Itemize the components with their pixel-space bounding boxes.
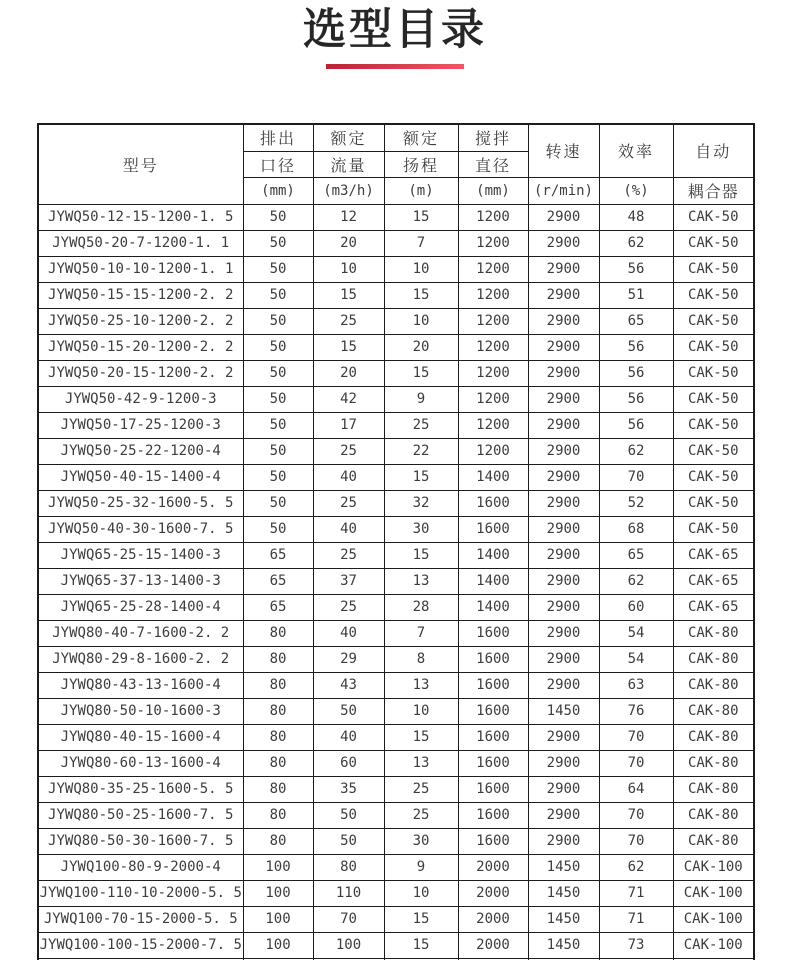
value-cell: 56: [599, 360, 673, 386]
model-cell: JYWQ80-35-25-1600-5. 5: [38, 776, 243, 802]
value-cell: 10: [384, 256, 458, 282]
value-cell: 56: [599, 412, 673, 438]
value-cell: 65: [243, 568, 313, 594]
value-cell: CAK-100: [673, 906, 754, 932]
value-cell: 2900: [528, 568, 599, 594]
value-cell: 13: [384, 672, 458, 698]
value-cell: CAK-50: [673, 516, 754, 542]
value-cell: 15: [384, 464, 458, 490]
value-cell: 51: [599, 282, 673, 308]
table-row: [38, 412, 754, 438]
value-cell: 70: [599, 724, 673, 750]
header-mix-unit: (mm): [458, 177, 528, 204]
value-cell: 1400: [458, 568, 528, 594]
table-row: [38, 672, 754, 698]
header-flow-line1: 额定: [313, 124, 384, 151]
value-cell: 2900: [528, 386, 599, 412]
model-cell: JYWQ50-12-15-1200-1. 5: [38, 204, 243, 230]
title-section: [0, 0, 790, 69]
model-cell: JYWQ80-60-13-1600-4: [38, 750, 243, 776]
value-cell: 9: [384, 386, 458, 412]
value-cell: 29: [313, 646, 384, 672]
header-efficiency: 效率: [599, 124, 673, 177]
value-cell: 1450: [528, 906, 599, 932]
table-row: [38, 932, 754, 958]
table-row: [38, 542, 754, 568]
value-cell: 17: [313, 412, 384, 438]
value-cell: 50: [243, 282, 313, 308]
model-cell: JYWQ100-80-9-2000-4: [38, 854, 243, 880]
value-cell: 2900: [528, 230, 599, 256]
value-cell: 80: [243, 646, 313, 672]
value-cell: 70: [313, 906, 384, 932]
value-cell: CAK-80: [673, 802, 754, 828]
value-cell: 1200: [458, 204, 528, 230]
value-cell: 50: [243, 230, 313, 256]
value-cell: 2900: [528, 412, 599, 438]
table-row: [38, 490, 754, 516]
value-cell: 20: [313, 230, 384, 256]
header-mix-line2: 直径: [458, 151, 528, 177]
value-cell: 15: [384, 360, 458, 386]
value-cell: 1600: [458, 490, 528, 516]
value-cell: 65: [243, 594, 313, 620]
value-cell: 50: [243, 308, 313, 334]
header-flow-unit: (m3/h): [313, 177, 384, 204]
value-cell: 43: [313, 672, 384, 698]
value-cell: 28: [384, 594, 458, 620]
value-cell: 80: [243, 620, 313, 646]
value-cell: CAK-50: [673, 256, 754, 282]
value-cell: 15: [384, 724, 458, 750]
header-coupler-line1: 自动: [673, 124, 754, 177]
model-cell: JYWQ100-70-15-2000-5. 5: [38, 906, 243, 932]
value-cell: CAK-50: [673, 360, 754, 386]
value-cell: 100: [243, 906, 313, 932]
value-cell: 15: [384, 282, 458, 308]
value-cell: 1450: [528, 932, 599, 958]
model-cell: JYWQ50-25-10-1200-2. 2: [38, 308, 243, 334]
table-row: [38, 828, 754, 854]
value-cell: 70: [599, 750, 673, 776]
value-cell: 32: [384, 490, 458, 516]
table-row: [38, 776, 754, 802]
value-cell: CAK-50: [673, 412, 754, 438]
value-cell: 60: [599, 594, 673, 620]
header-head-line1: 额定: [384, 124, 458, 151]
value-cell: 100: [243, 880, 313, 906]
value-cell: 80: [243, 828, 313, 854]
value-cell: 52: [599, 490, 673, 516]
value-cell: CAK-50: [673, 230, 754, 256]
table-row: [38, 438, 754, 464]
value-cell: 80: [243, 776, 313, 802]
value-cell: 1200: [458, 256, 528, 282]
value-cell: 65: [599, 308, 673, 334]
table-row: [38, 568, 754, 594]
value-cell: 2900: [528, 282, 599, 308]
value-cell: 2900: [528, 464, 599, 490]
value-cell: 80: [243, 750, 313, 776]
value-cell: 25: [384, 776, 458, 802]
table-row: [38, 802, 754, 828]
value-cell: 50: [243, 334, 313, 360]
value-cell: 1600: [458, 620, 528, 646]
value-cell: 25: [313, 438, 384, 464]
value-cell: 35: [313, 776, 384, 802]
value-cell: 15: [384, 542, 458, 568]
value-cell: 2900: [528, 672, 599, 698]
model-cell: JYWQ65-25-15-1400-3: [38, 542, 243, 568]
header-flow-line2: 流量: [313, 151, 384, 177]
model-cell: JYWQ65-37-13-1400-3: [38, 568, 243, 594]
value-cell: 15: [313, 282, 384, 308]
value-cell: CAK-65: [673, 542, 754, 568]
value-cell: 25: [313, 308, 384, 334]
value-cell: CAK-80: [673, 828, 754, 854]
value-cell: 15: [384, 932, 458, 958]
value-cell: CAK-100: [673, 854, 754, 880]
model-cell: JYWQ80-40-15-1600-4: [38, 724, 243, 750]
header-outlet-line1: 排出: [243, 124, 313, 151]
value-cell: 2000: [458, 854, 528, 880]
value-cell: 50: [243, 386, 313, 412]
value-cell: 1600: [458, 646, 528, 672]
value-cell: 10: [384, 698, 458, 724]
model-cell: JYWQ50-15-15-1200-2. 2: [38, 282, 243, 308]
value-cell: 1600: [458, 828, 528, 854]
value-cell: 42: [313, 386, 384, 412]
model-cell: JYWQ80-50-30-1600-7. 5: [38, 828, 243, 854]
value-cell: 50: [243, 490, 313, 516]
value-cell: 54: [599, 646, 673, 672]
value-cell: 25: [384, 412, 458, 438]
value-cell: 1600: [458, 750, 528, 776]
value-cell: 1600: [458, 776, 528, 802]
value-cell: 2900: [528, 334, 599, 360]
value-cell: 1400: [458, 542, 528, 568]
value-cell: 15: [384, 906, 458, 932]
value-cell: 100: [313, 932, 384, 958]
value-cell: 37: [313, 568, 384, 594]
value-cell: 2000: [458, 906, 528, 932]
value-cell: 80: [243, 724, 313, 750]
table-row: [38, 854, 754, 880]
value-cell: 1200: [458, 308, 528, 334]
model-cell: JYWQ100-100-15-2000-7. 5: [38, 932, 243, 958]
value-cell: 2900: [528, 308, 599, 334]
value-cell: 9: [384, 854, 458, 880]
value-cell: 80: [243, 802, 313, 828]
value-cell: 1600: [458, 724, 528, 750]
value-cell: 22: [384, 438, 458, 464]
model-cell: JYWQ50-40-30-1600-7. 5: [38, 516, 243, 542]
value-cell: 20: [384, 334, 458, 360]
value-cell: 2000: [458, 932, 528, 958]
value-cell: 1200: [458, 230, 528, 256]
selection-table: [37, 123, 755, 960]
value-cell: 2900: [528, 646, 599, 672]
value-cell: 25: [313, 542, 384, 568]
value-cell: 50: [313, 828, 384, 854]
table-row: [38, 906, 754, 932]
value-cell: CAK-50: [673, 464, 754, 490]
value-cell: 80: [243, 672, 313, 698]
value-cell: 50: [243, 360, 313, 386]
value-cell: 56: [599, 386, 673, 412]
value-cell: 2000: [458, 880, 528, 906]
value-cell: 2900: [528, 542, 599, 568]
value-cell: 2900: [528, 620, 599, 646]
value-cell: 10: [313, 256, 384, 282]
table-row: [38, 516, 754, 542]
value-cell: 25: [313, 490, 384, 516]
value-cell: 1450: [528, 698, 599, 724]
value-cell: CAK-100: [673, 880, 754, 906]
model-cell: JYWQ80-43-13-1600-4: [38, 672, 243, 698]
value-cell: 50: [313, 698, 384, 724]
value-cell: 50: [243, 516, 313, 542]
table-row: [38, 256, 754, 282]
header-mix-line1: 搅拌: [458, 124, 528, 151]
model-cell: JYWQ100-110-10-2000-5. 5: [38, 880, 243, 906]
value-cell: 2900: [528, 594, 599, 620]
value-cell: 62: [599, 568, 673, 594]
value-cell: 50: [243, 204, 313, 230]
value-cell: 1200: [458, 334, 528, 360]
value-cell: CAK-50: [673, 204, 754, 230]
value-cell: CAK-50: [673, 334, 754, 360]
value-cell: 1200: [458, 282, 528, 308]
model-cell: JYWQ80-50-10-1600-3: [38, 698, 243, 724]
value-cell: 76: [599, 698, 673, 724]
table-row: [38, 308, 754, 334]
value-cell: 80: [243, 698, 313, 724]
value-cell: 1600: [458, 698, 528, 724]
value-cell: 100: [243, 932, 313, 958]
title-underline-accent: [326, 64, 464, 69]
value-cell: CAK-80: [673, 646, 754, 672]
value-cell: 65: [243, 542, 313, 568]
table-row: [38, 620, 754, 646]
model-cell: JYWQ50-20-15-1200-2. 2: [38, 360, 243, 386]
value-cell: 62: [599, 854, 673, 880]
model-cell: JYWQ50-40-15-1400-4: [38, 464, 243, 490]
value-cell: 15: [384, 204, 458, 230]
value-cell: 71: [599, 880, 673, 906]
value-cell: 70: [599, 802, 673, 828]
value-cell: 20: [313, 360, 384, 386]
value-cell: CAK-50: [673, 308, 754, 334]
value-cell: 1400: [458, 464, 528, 490]
model-cell: JYWQ50-20-7-1200-1. 1: [38, 230, 243, 256]
value-cell: 2900: [528, 802, 599, 828]
header-head-unit: (m): [384, 177, 458, 204]
value-cell: 25: [313, 594, 384, 620]
table-row: [38, 464, 754, 490]
table-row: [38, 230, 754, 256]
value-cell: 1400: [458, 594, 528, 620]
value-cell: CAK-80: [673, 620, 754, 646]
table-row: [38, 724, 754, 750]
value-cell: 70: [599, 828, 673, 854]
value-cell: 15: [313, 334, 384, 360]
value-cell: 50: [313, 802, 384, 828]
value-cell: 40: [313, 464, 384, 490]
table-row: [38, 204, 754, 230]
table-row: [38, 880, 754, 906]
page-title: 选型目录: [303, 5, 487, 55]
value-cell: 2900: [528, 828, 599, 854]
table-row: [38, 334, 754, 360]
value-cell: 50: [243, 412, 313, 438]
value-cell: 13: [384, 750, 458, 776]
value-cell: 2900: [528, 360, 599, 386]
value-cell: CAK-65: [673, 594, 754, 620]
value-cell: 1600: [458, 672, 528, 698]
table-row: [38, 698, 754, 724]
header-speed: 转速: [528, 124, 599, 177]
table-row: [38, 750, 754, 776]
value-cell: 13: [384, 568, 458, 594]
value-cell: CAK-65: [673, 568, 754, 594]
model-cell: JYWQ50-25-22-1200-4: [38, 438, 243, 464]
value-cell: 7: [384, 230, 458, 256]
value-cell: 70: [599, 464, 673, 490]
header-outlet-line2: 口径: [243, 151, 313, 177]
value-cell: 10: [384, 880, 458, 906]
header-model: 型号: [38, 124, 243, 204]
value-cell: 62: [599, 230, 673, 256]
model-cell: JYWQ80-29-8-1600-2. 2: [38, 646, 243, 672]
value-cell: 62: [599, 438, 673, 464]
model-cell: JYWQ50-17-25-1200-3: [38, 412, 243, 438]
value-cell: 1600: [458, 516, 528, 542]
value-cell: 12: [313, 204, 384, 230]
value-cell: 56: [599, 334, 673, 360]
value-cell: 50: [243, 438, 313, 464]
value-cell: 48: [599, 204, 673, 230]
table-row: [38, 360, 754, 386]
model-cell: JYWQ80-50-25-1600-7. 5: [38, 802, 243, 828]
value-cell: 2900: [528, 724, 599, 750]
value-cell: 40: [313, 620, 384, 646]
model-cell: JYWQ80-40-7-1600-2. 2: [38, 620, 243, 646]
value-cell: 56: [599, 256, 673, 282]
model-cell: JYWQ50-25-32-1600-5. 5: [38, 490, 243, 516]
value-cell: CAK-50: [673, 386, 754, 412]
value-cell: 63: [599, 672, 673, 698]
value-cell: 2900: [528, 256, 599, 282]
value-cell: 7: [384, 620, 458, 646]
model-cell: JYWQ50-15-20-1200-2. 2: [38, 334, 243, 360]
model-cell: JYWQ50-42-9-1200-3: [38, 386, 243, 412]
value-cell: 64: [599, 776, 673, 802]
value-cell: CAK-50: [673, 282, 754, 308]
value-cell: 2900: [528, 750, 599, 776]
value-cell: 40: [313, 724, 384, 750]
value-cell: 50: [243, 464, 313, 490]
value-cell: 30: [384, 516, 458, 542]
value-cell: CAK-80: [673, 672, 754, 698]
value-cell: 2900: [528, 438, 599, 464]
value-cell: 1600: [458, 802, 528, 828]
header-speed-unit: (r/min): [528, 177, 599, 204]
model-cell: JYWQ50-10-10-1200-1. 1: [38, 256, 243, 282]
table-row: [38, 282, 754, 308]
value-cell: CAK-80: [673, 724, 754, 750]
value-cell: 60: [313, 750, 384, 776]
value-cell: CAK-80: [673, 698, 754, 724]
value-cell: 2900: [528, 776, 599, 802]
model-cell: JYWQ65-25-28-1400-4: [38, 594, 243, 620]
value-cell: 1200: [458, 386, 528, 412]
value-cell: 1200: [458, 438, 528, 464]
value-cell: CAK-50: [673, 490, 754, 516]
value-cell: CAK-50: [673, 438, 754, 464]
table-row: [38, 594, 754, 620]
value-cell: 1450: [528, 854, 599, 880]
value-cell: 100: [243, 854, 313, 880]
value-cell: 73: [599, 932, 673, 958]
value-cell: 2900: [528, 516, 599, 542]
value-cell: 1200: [458, 360, 528, 386]
value-cell: 1200: [458, 412, 528, 438]
header-efficiency-unit: (%): [599, 177, 673, 204]
value-cell: 40: [313, 516, 384, 542]
value-cell: 71: [599, 906, 673, 932]
value-cell: 2900: [528, 204, 599, 230]
header-coupler-line2: 耦合器: [673, 177, 754, 204]
header-head-line2: 扬程: [384, 151, 458, 177]
table-body: [38, 204, 754, 958]
value-cell: 68: [599, 516, 673, 542]
table-row: [38, 646, 754, 672]
value-cell: 80: [313, 854, 384, 880]
value-cell: 1450: [528, 880, 599, 906]
value-cell: 110: [313, 880, 384, 906]
value-cell: 2900: [528, 490, 599, 516]
value-cell: 54: [599, 620, 673, 646]
value-cell: 50: [243, 256, 313, 282]
value-cell: CAK-100: [673, 932, 754, 958]
header-outlet-unit: (mm): [243, 177, 313, 204]
value-cell: 8: [384, 646, 458, 672]
value-cell: 30: [384, 828, 458, 854]
value-cell: CAK-80: [673, 750, 754, 776]
value-cell: 65: [599, 542, 673, 568]
value-cell: 25: [384, 802, 458, 828]
value-cell: 10: [384, 308, 458, 334]
table-header: [38, 124, 754, 204]
value-cell: CAK-80: [673, 776, 754, 802]
table-row: [38, 386, 754, 412]
